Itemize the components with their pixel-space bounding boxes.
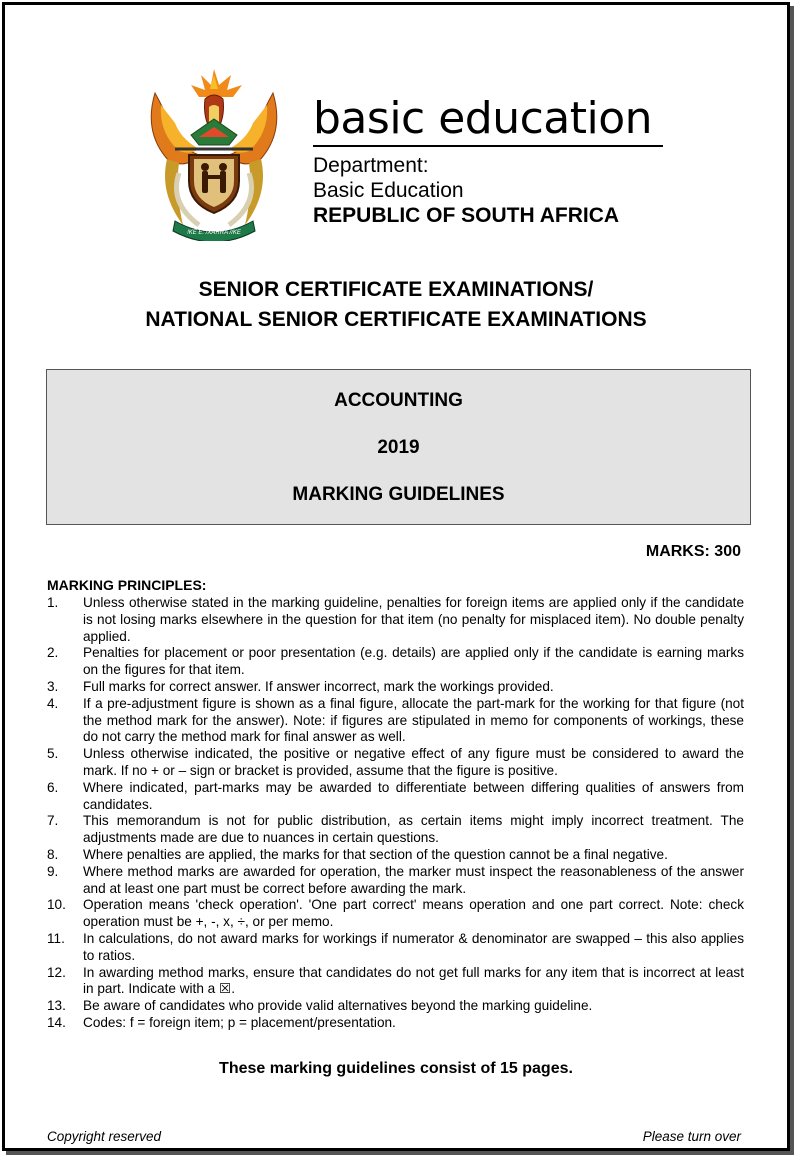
list-item: 1. Unless otherwise stated in the marking guideline, penalties for foreign items are applied only if the candidate is not losing marks elsewhere in the question for that item (no penalty for misplaced item). No double penalty applied. [47,595,744,644]
exam-title [5,275,787,335]
brand-block [313,93,663,229]
list-item: 8. Where penalties are applied, the marks for that section of the question cannot be a final negative. [47,846,668,862]
list-item: 14. Codes: f = foreign item; p = placement/presentation. [47,1014,396,1030]
document-type: MARKING GUIDELINES [292,484,505,505]
exam-year: 2019 [377,437,420,458]
subject-name: ACCOUNTING [334,390,463,411]
list-item: 7. This memorandum is not for public distribution, as certain items might imply incorrect treatment. The adjustments made are due to nuances in certain questions. [47,813,744,846]
brand-title: basic education [313,93,663,147]
total-marks: MARKS: 300 [645,543,741,560]
country-name: REPUBLIC OF SOUTH AFRICA [313,204,620,227]
list-item: 3. Full marks for correct answer. If answer incorrect, mark the workings provided. [47,678,554,694]
sun-icon [191,69,242,97]
list-item: 6. Where indicated, part-marks may be awarded to differentiate between differing qualities of answers from candidates. [47,779,744,812]
list-item: 10. Operation means 'check operation'. 'One part correct' means operation and one part correct. Note: check operation must be +, -, x, ÷, or per memo. [47,897,744,930]
list-item: 13. Be aware of candidates who provide valid alternatives beyond the marking guideline. [47,998,593,1014]
motto-text: !KE E: /XARRA //KE [187,230,241,236]
list-item: 11. In calculations, do not award marks for workings if numerator & denominator are swapped – this also applies to ratios. [47,930,744,963]
list-item: 5. Unless otherwise indicated, the positive or negative effect of any figure must be considered to award the mark. If no + or – sign or bracket is provided, assume that the figure is positive. [47,746,744,778]
department-label: Department: [313,154,429,177]
principles-list [47,595,744,1032]
coat-of-arms-logo [139,63,289,241]
page-count-note: These marking guidelines consist of 15 pages. [219,1060,573,1077]
list-item: 12. In awarding method marks, ensure that candidates do not get full marks for any item that is incorrect at least in part. Indicate with a ☒. [47,964,744,997]
department-name: Basic Education [313,179,464,202]
document-page [2,2,790,1151]
copyright-notice: Copyright reserved [47,1129,162,1144]
list-item: 2. Penalties for placement or poor presentation (e.g. details) are applied only if the candidate is earning marks on the figures for that item. [47,645,744,678]
list-item: 9. Where method marks are awarded for operation, the marker must inspect the reasonableness of the answer and at least one part must be correct before awarding the mark. [47,863,744,896]
exam-title-line-2: NATIONAL SENIOR CERTIFICATE EXAMINATIONS [145,308,647,331]
subject-box [46,369,751,525]
principles-heading: MARKING PRINCIPLES: [47,577,207,593]
exam-title-line-1: SENIOR CERTIFICATE EXAMINATIONS/ [198,278,594,301]
list-item: 4. If a pre-adjustment figure is shown as a final figure, allocate the part-mark for the working for that figure (not the method mark for the answer). Note: if figures are stipulated in memo for components of workings, these do not carry the method mark for final answer as well. [47,695,744,745]
turn-over-notice: Please turn over [642,1129,741,1144]
